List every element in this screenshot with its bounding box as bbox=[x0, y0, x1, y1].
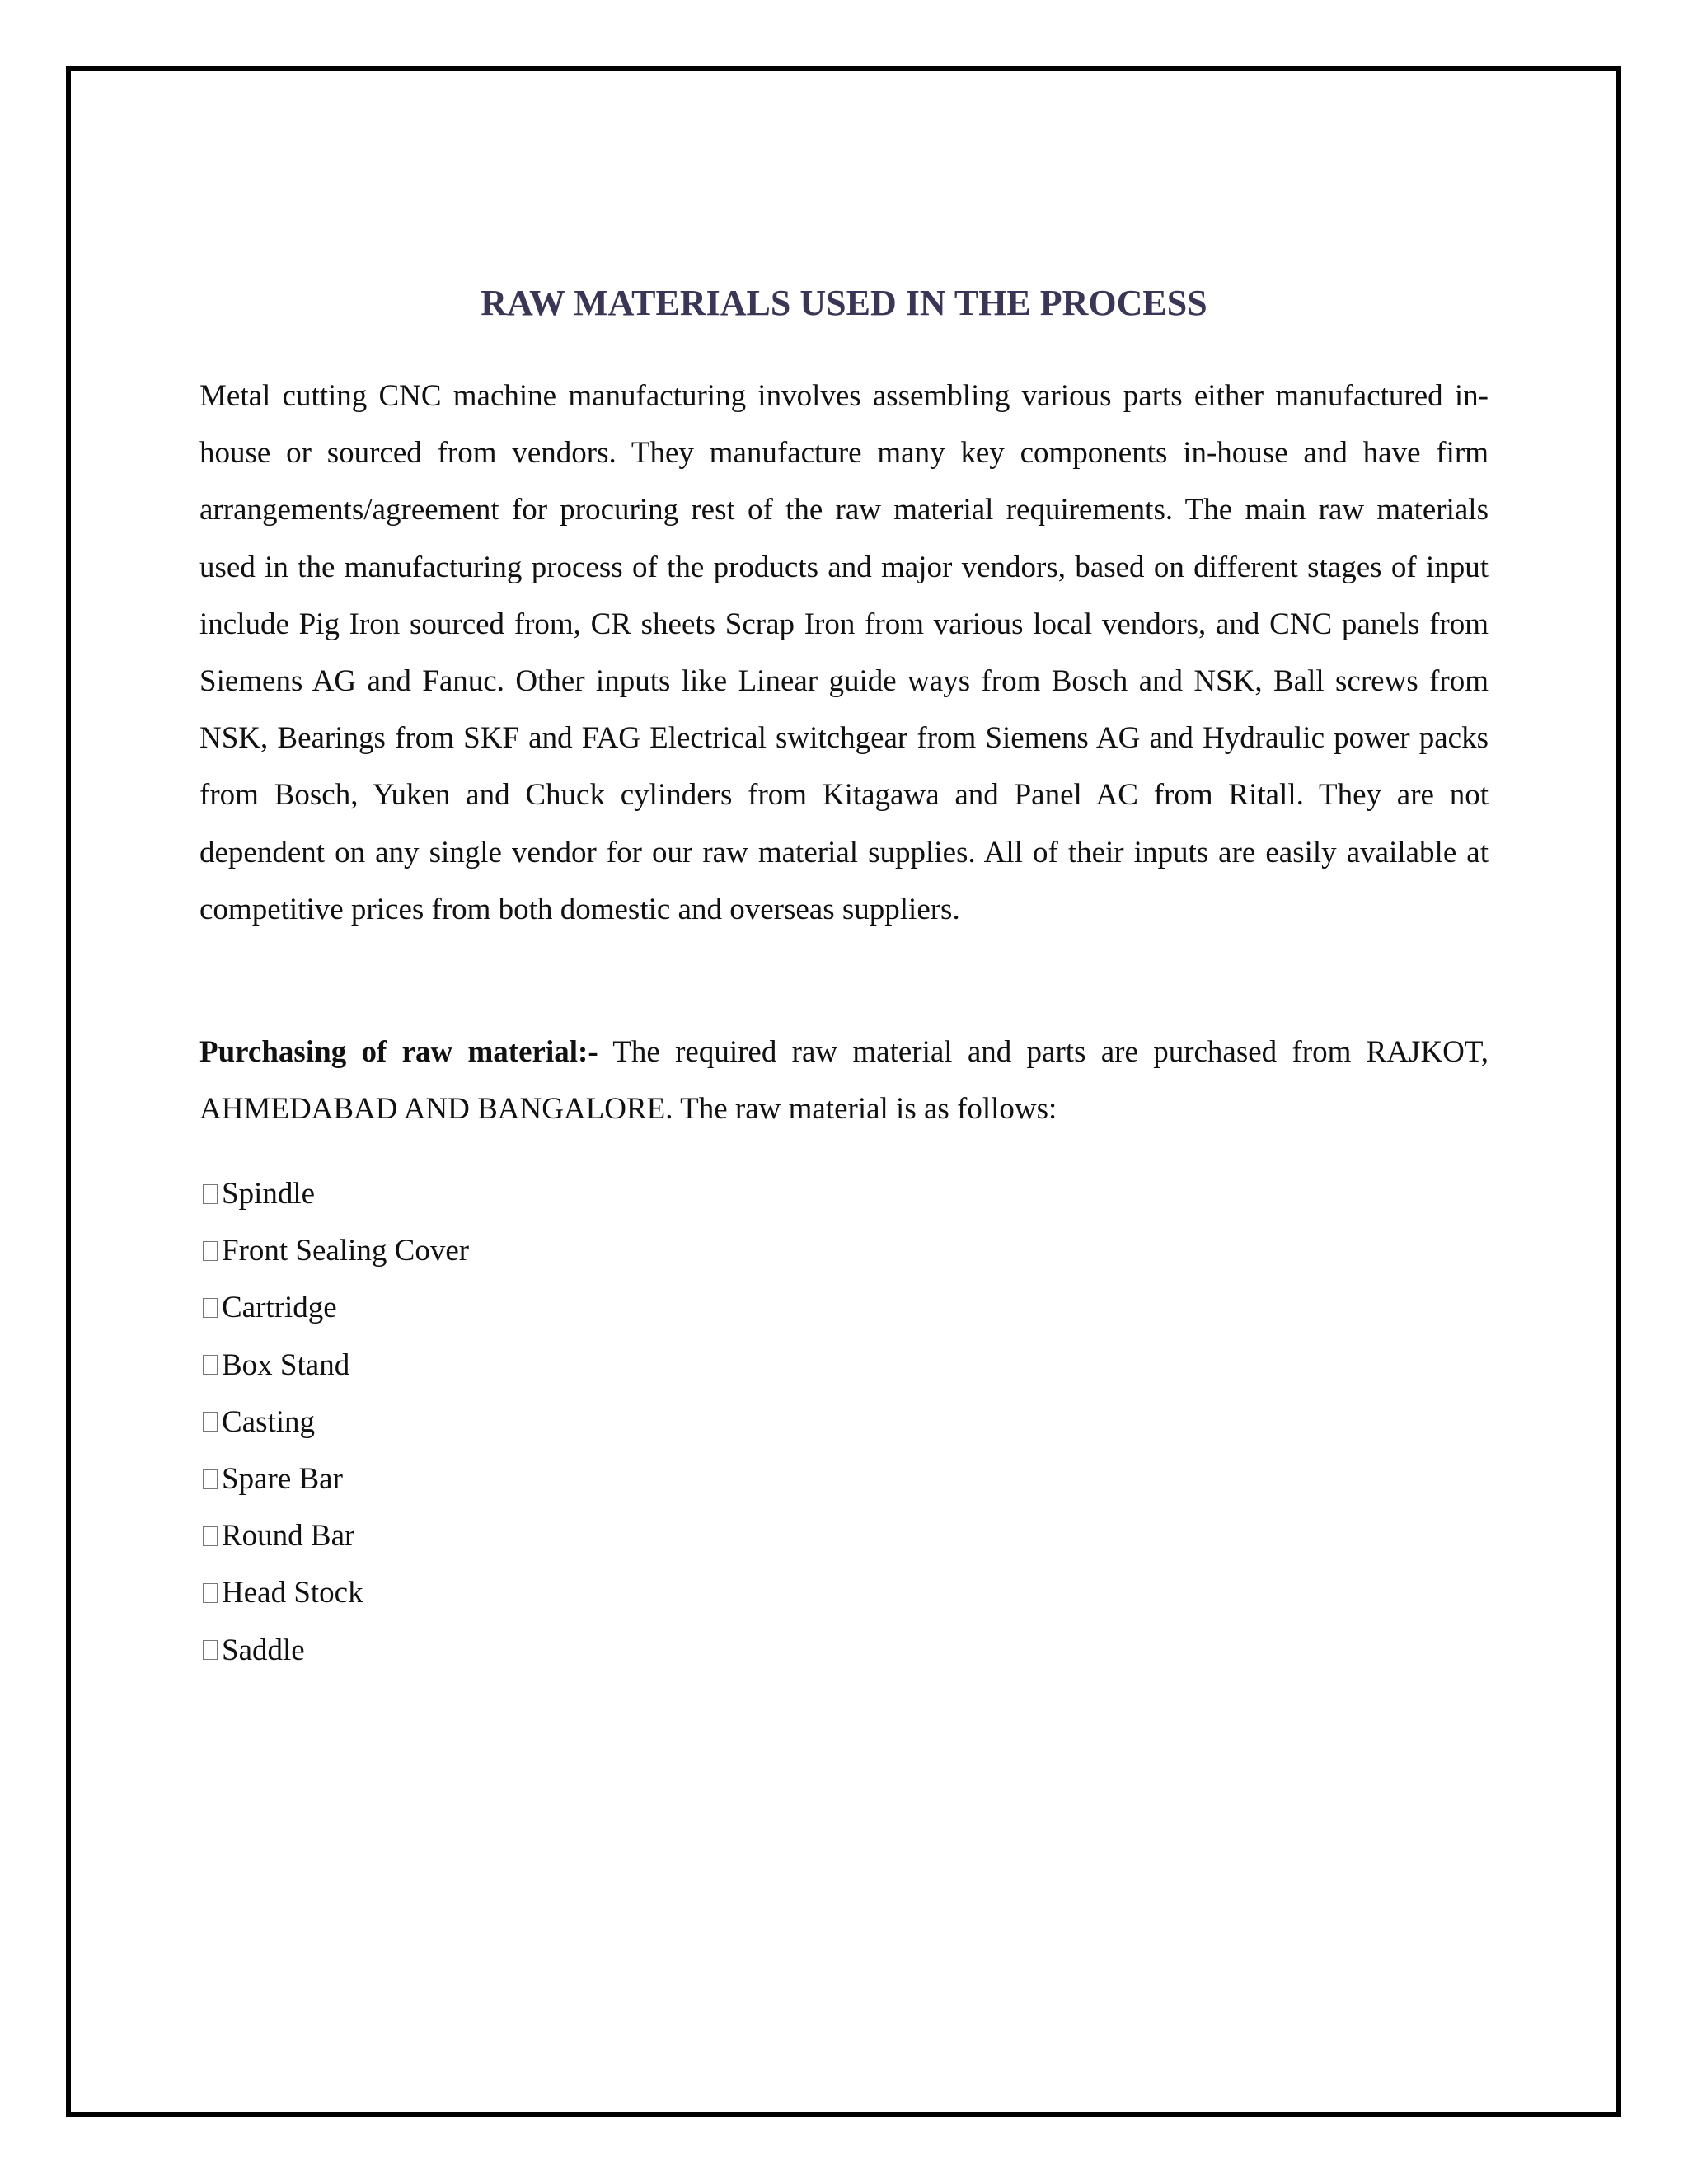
raw-material-list bbox=[199, 1165, 469, 1679]
purchasing-paragraph bbox=[199, 1024, 1489, 1137]
purchasing-lead: Purchasing of raw material:- bbox=[199, 1035, 598, 1069]
bullet-box-icon bbox=[203, 1184, 218, 1204]
list-item bbox=[199, 1564, 469, 1621]
list-item-label: Box Stand bbox=[222, 1347, 350, 1382]
list-item bbox=[199, 1451, 469, 1507]
list-item bbox=[199, 1279, 469, 1336]
list-item bbox=[199, 1394, 469, 1451]
list-item bbox=[199, 1222, 469, 1279]
bullet-box-icon bbox=[203, 1583, 218, 1603]
list-item-label: Spare Bar bbox=[222, 1462, 343, 1497]
bullet-box-icon bbox=[203, 1298, 218, 1318]
list-item bbox=[199, 1507, 469, 1564]
list-item-label: Casting bbox=[222, 1404, 316, 1439]
bullet-box-icon bbox=[203, 1640, 218, 1660]
list-item-label: Saddle bbox=[222, 1633, 305, 1667]
list-item-label: Cartridge bbox=[222, 1291, 337, 1325]
list-item bbox=[199, 1337, 469, 1394]
bullet-box-icon bbox=[203, 1241, 218, 1261]
page-title: RAW MATERIALS USED IN THE PROCESS bbox=[481, 283, 1207, 323]
bullet-box-icon bbox=[203, 1355, 218, 1375]
list-item-label: Round Bar bbox=[222, 1519, 355, 1554]
purchasing-text: The required raw material and parts are purchased from RAJKOT, AHMEDABAD AND BANGALORE. The raw material is as follows: bbox=[199, 1035, 1489, 1127]
list-item-label: Front Sealing Cover bbox=[222, 1234, 470, 1268]
list-item bbox=[199, 1622, 469, 1679]
bullet-box-icon bbox=[203, 1469, 218, 1489]
list-item-label: Spindle bbox=[222, 1177, 316, 1211]
list-item bbox=[199, 1165, 469, 1222]
intro-paragraph: Metal cutting CNC machine manufacturing involves assembling various parts either manufactured in-house or sourced from vendors. They manufacture many key components in-house and have firm arrangements/agreement for procuring rest of the raw material requirements. The main raw materials used in the manufacturing process of the products and major vendors, based on different stages of input include Pig Iron sourced from, CR sheets Scrap Iron from various local vendors, and CNC panels from Siemens AG and Fanuc. Other inputs like Linear guide ways from Bosch and NSK, Ball screws from NSK, Bearings from SKF and FAG Electrical switchgear from Siemens AG and Hydraulic power packs from Bosch, Yuken and Chuck cylinders from Kitagawa and Panel AC from Ritall. They are not dependent on any single vendor for our raw material supplies. All of their inputs are easily available at competitive prices from both domestic and overseas suppliers. bbox=[199, 379, 1489, 926]
list-item-label: Head Stock bbox=[222, 1576, 363, 1610]
bullet-box-icon bbox=[203, 1526, 218, 1546]
bullet-box-icon bbox=[203, 1412, 218, 1432]
